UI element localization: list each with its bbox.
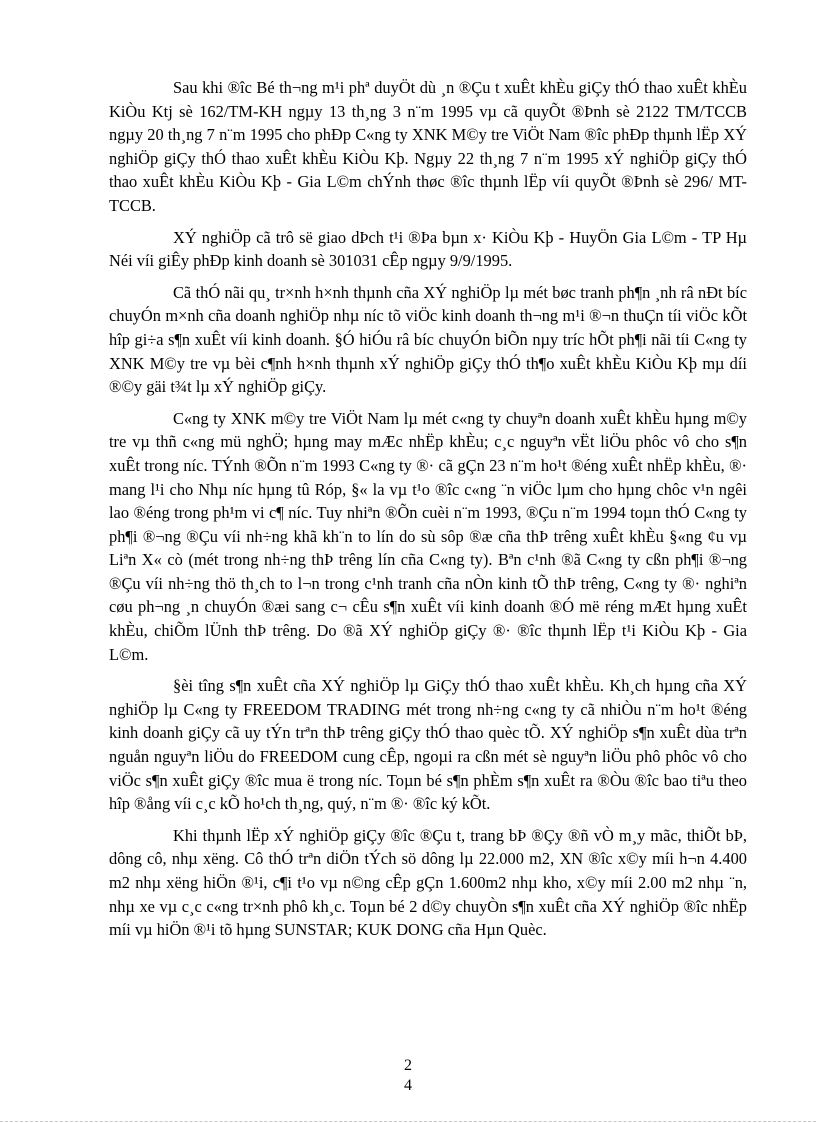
page-bottom-divider xyxy=(0,1121,816,1122)
page-number-line-1: 2 xyxy=(404,1057,412,1074)
paragraph-6: Khi thµnh lËp xÝ nghiÖp giÇy ®îc ®Çu t, trang bÞ ®Çy ®ñ vÒ m¸y mãc, thiÕt bÞ, dông cô, nhµ xëng. Cô thÓ trªn diÖn tÝch sö dông lµ 22.000 m2, XN ®îc x©y míi h¬n 4.400 m2 nhµ xëng hiÖn ®¹i, c¶i t¹o vµ n©ng cÊp gÇn 1.600m2 nhµ kho, x©y míi 2.00 m2 nhµ ¨n, nhµ xe vµ c¸c c«ng tr×nh phô kh¸c. Toµn bé 2 d©y chuyÒn s¶n xuÊt cña XÝ nghiÖp ®îc nhËp míi vµ hiÖn ®¹i tõ hµng SUNSTAR; KUK DONG cña Hµn Quèc. xyxy=(109,825,747,940)
paragraph-5: §èi tîng s¶n xuÊt cña XÝ nghiÖp lµ GiÇy thÓ thao xuÊt khÈu. Kh¸ch hµng cña XÝ nghiÖp lµ C«ng ty FREEDOM TRADING mét trong nh÷ng c«ng ty cã nhiÒu n¨m ho¹t ®éng kinh doanh giÇy cã uy tÝn trªn thÞ trêng giÇy thÓ thao quèc tÕ. XÝ nghiÖp s¶n xuÊt dùa trªn nguån nguyªn liÖu do FREEDOM cung cÊp, ngoµi ra cßn mét sè nguyªn liÖu phô phôc vô cho viÖc s¶n xuÊt giÇy ®îc mua ë trong níc. Toµn bé s¶n phÈm s¶n xuÊt ra ®Òu ®îc bao tiªu theo hîp ®ång víi c¸c kÕ ho¹ch th¸ng, quý, n¨m ®· ®îc ký kÕt. xyxy=(109,676,747,814)
page-number-line-2: 4 xyxy=(404,1077,412,1094)
document-body xyxy=(109,76,747,950)
paragraph-4: C«ng ty XNK m©y tre ViÖt Nam lµ mét c«ng ty chuyªn doanh xuÊt khÈu hµng m©y tre vµ thñ c«ng mü nghÖ; hµng may mÆc nhËp khÈu; c¸c nguyªn vËt liÖu phôc vô cho s¶n xuÊt trong níc. TÝnh ®Õn n¨m 1993 C«ng ty ®· cã gÇn 23 n¨m ho¹t ®éng xuÊt nhËp khÈu, ®· mang l¹i cho Nhµ níc hµng tû Róp, §« la vµ t¹o ®îc c«ng ¨n viÖc lµm cho hµng chôc v¹n ngêi lao ®éng trong ph¹m vi c¶ níc. Tuy nhiªn ®Õn cuèi n¨m 1993, ®Çu n¨m 1994 toµn thÓ C«ng ty ph¶i ®¬ng ®Çu víi nh÷ng khã kh¨n to lín do sù sôp ®æ cña thÞ trêng xuÊt khÈu §«ng ¢u vµ Liªn X« cò (mét trong nh÷ng thÞ trêng lín cña C«ng ty). Bªn c¹nh ®ã C«ng ty cßn ph¶i ®¬ng ®Çu víi nh÷ng thö th¸ch to l¬n trong c¹nh tranh cña nÒn kinh tÕ thÞ trêng, C«ng ty ®· nghiªn cøu ph¬ng ¸n chuyÓn ®æi sang c¬ cÊu s¶n xuÊt víi kinh doanh ®Ó më réng mÆt hµng xuÊt khÈu, chiÕm lÜnh thÞ trêng. Do ®ã XÝ nghiÖp giÇy ®· ®îc thµnh lËp t¹i KiÒu Kþ - Gia L©m. xyxy=(109,408,747,664)
paragraph-2: XÝ nghiÖp cã trô së giao dÞch t¹i ®Þa bµn x· KiÒu Kþ - HuyÖn Gia L©m - TP Hµ Néi víi giÊy phÐp kinh doanh sè 301031 cÊp ngµy 9/9/1995. xyxy=(109,227,747,271)
paragraph-3: Cã thÓ nãi qu¸ tr×nh h×nh thµnh cña XÝ nghiÖp lµ mét bøc tranh ph¶n ¸nh râ nÐt bíc chuyÓn m×nh cña doanh nghiÖp nhµ níc tõ viÖc kinh doanh th¬ng m¹i ®¬n thuÇn tíi viÖc kÕt hîp gi÷a s¶n xuÊt víi kinh doanh. §Ó hiÓu râ bíc chuyÓn biÕn nµy tríc hÕt ph¶i nãi tíi C«ng ty XNK M©y tre vµ bèi c¶nh h×nh thµnh xÝ nghiÖp giÇy thÓ th¶o xuÊt khÈu KiÒu Kþ mµ díi ®©y gäi t¾t lµ xÝ nghiÖp giÇy. xyxy=(109,282,747,397)
paragraph-1: Sau khi ®îc Bé th¬ng m¹i phª duyÖt dù ¸n ®Çu t xuÊt khÈu giÇy thÓ thao xuÊt khÈu KiÒu Ktj sè 162/TM-KH ngµy 13 th¸ng 3 n¨m 1995 vµ cã quyÕt ®Þnh sè 2122 TM/TCCB ngµy 20 th¸ng 7 n¨m 1995 cho phÐp C«ng ty XNK M©y tre ViÖt Nam ®îc phÐp thµnh lËp XÝ nghiÖp giÇy thÓ thao xuÊt khÈu KiÒu Kþ. Ngµy 22 th¸ng 7 n¨m 1995 xÝ nghiÖp giÇy thÓ thao xuÊt khÈu KiÒu Kþ - Gia L©m chÝnh thøc ®îc thµnh lËp víi quyÕt ®Þnh sè 296/ MT-TCCB. xyxy=(109,78,747,215)
page-number xyxy=(0,1056,816,1096)
